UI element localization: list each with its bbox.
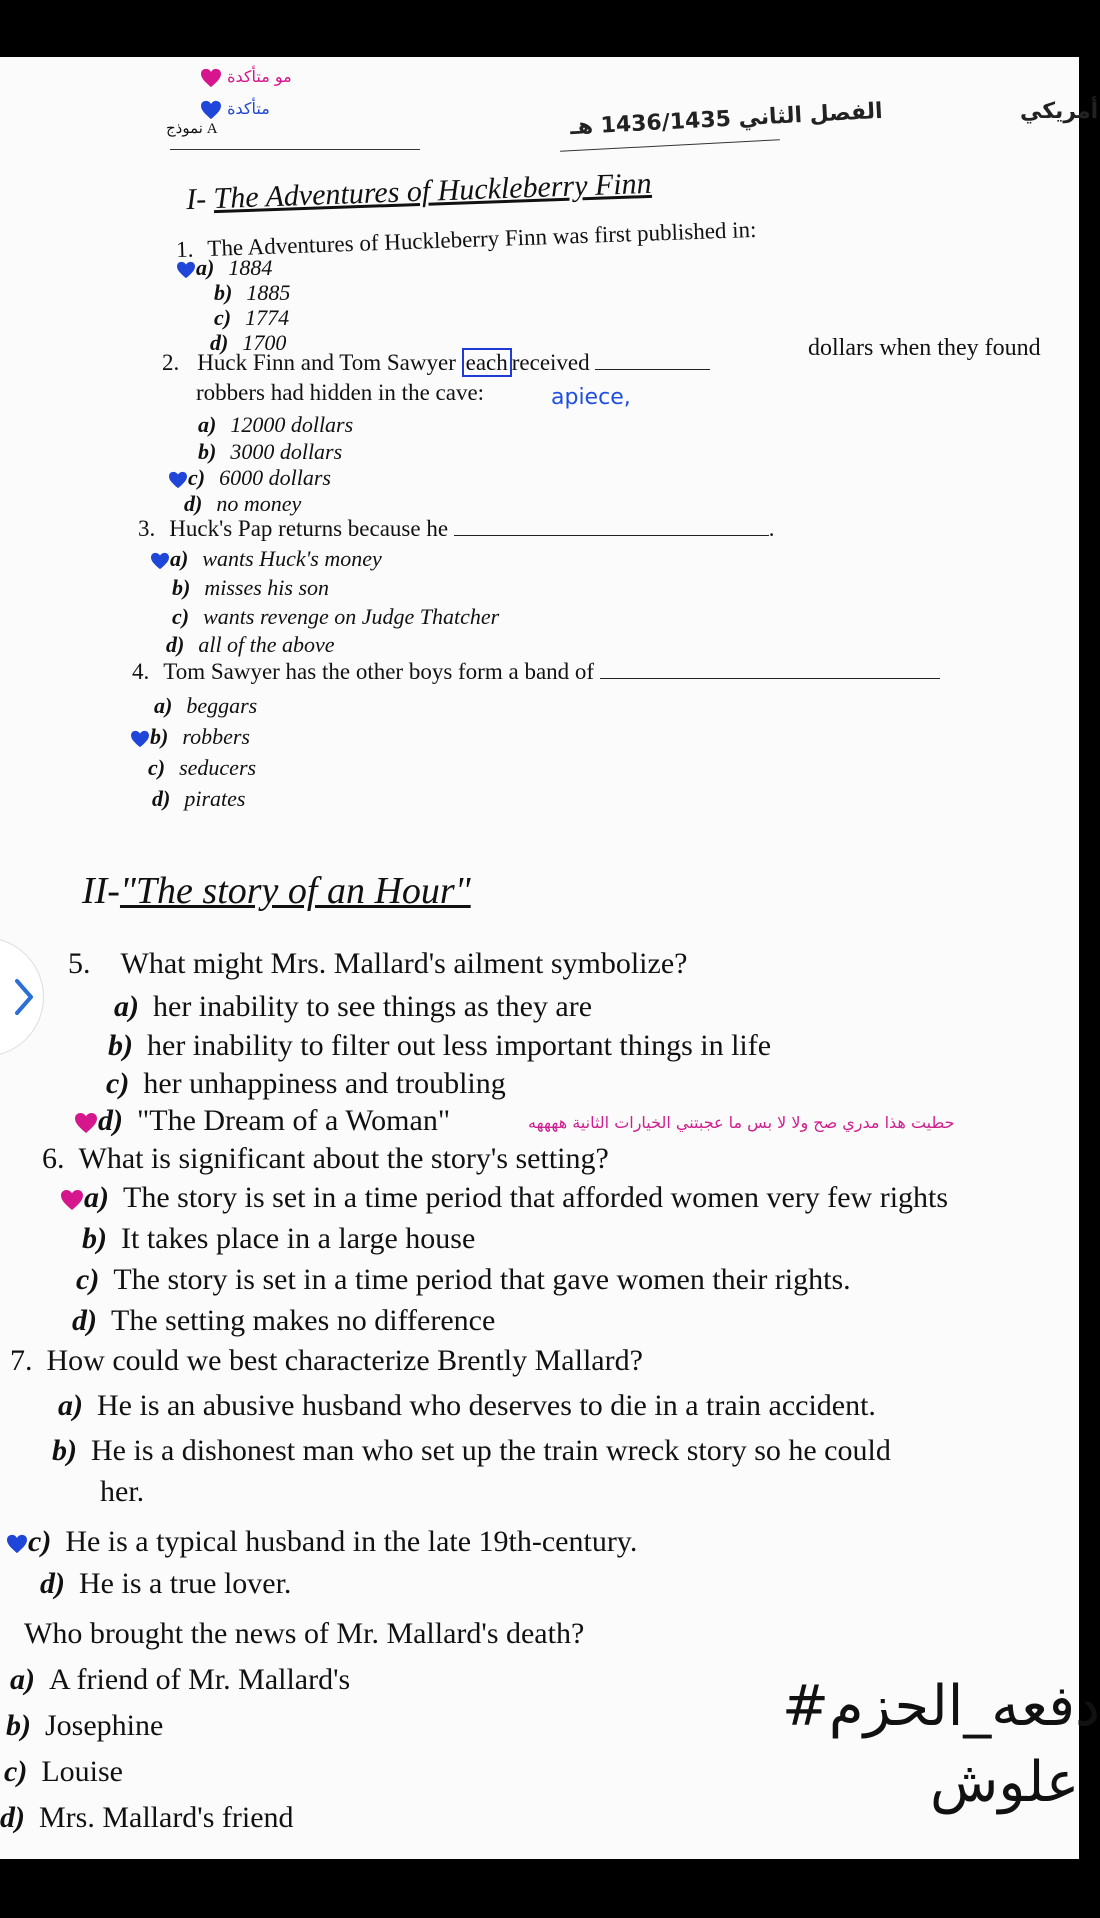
q6-option-d: d) The setting makes no difference <box>72 1304 496 1337</box>
q5-option-d: d) "The Dream of a Woman" <box>100 1104 450 1138</box>
q1-option-b: b) 1885 <box>214 280 291 305</box>
q7-option-b: b) He is a dishonest man who set up the train wreck story so he could <box>52 1434 891 1467</box>
q1-option-a: a) 1884 <box>198 255 272 281</box>
question-2-tail: dollars when they found <box>808 335 1041 361</box>
q6-option-a: a) The story is set in a time period that afforded women very few rights <box>86 1181 948 1215</box>
next-page-arrow-button[interactable] <box>0 937 44 1057</box>
q3-option-d: d) all of the above <box>166 632 335 657</box>
heart-blue-icon <box>176 261 196 279</box>
watermark-hashtag: #دفعه_الحزم <box>782 1674 1100 1739</box>
q7-option-c: c) He is a typical husband in the late 19th-century. <box>30 1525 637 1559</box>
heart-blue-icon <box>150 552 170 570</box>
q5-option-a: a) her inability to see things as they are <box>114 990 593 1023</box>
q6-option-c: c) The story is set in a time period that gave women their rights. <box>76 1263 851 1296</box>
q4-option-c: c) seducers <box>148 755 257 780</box>
question-7: 7. How could we best characterize Brently Mallard? <box>10 1344 643 1377</box>
heart-blue-icon <box>6 1534 28 1554</box>
q4-option-d: d) pirates <box>152 786 246 811</box>
q8-option-b: b) Josephine <box>6 1709 164 1742</box>
sticker-not-sure: مو متأكدة <box>200 67 292 88</box>
q8-option-d: d) Mrs. Mallard's friend <box>0 1801 294 1834</box>
q3-option-b: b) misses his son <box>172 575 330 600</box>
q4-option-a: a) beggars <box>154 693 258 718</box>
q2-option-a: a) 12000 dollars <box>198 412 354 437</box>
sticker-sure: متأكدة <box>200 99 270 120</box>
q6-option-b: b) It takes place in a large house <box>82 1222 476 1255</box>
q8-option-a: a) A friend of Mr. Mallard's <box>10 1663 351 1696</box>
heart-blue-icon <box>200 100 222 120</box>
watermark-name: علوش <box>930 1750 1080 1815</box>
note-q5: حطيت هذا مدري صح ولا لا بس ما عجبتني الخيارات الثانية ههههه <box>528 1113 955 1132</box>
model-label: نموذج A <box>166 121 218 137</box>
q7-option-b-cont: her. <box>100 1475 145 1508</box>
q3-option-a: a) wants Huck's money <box>172 546 382 572</box>
heart-pink-icon <box>74 1112 98 1134</box>
annotation-apiece: apiece, <box>551 385 631 410</box>
q2-option-b: b) 3000 dollars <box>198 439 343 464</box>
question-2: 2. Huck Finn and Tom Sawyer each received <box>162 350 710 376</box>
section-2-heading: II-"The story of an Hour" <box>82 870 471 912</box>
q5-option-c: c) her unhappiness and troubling <box>106 1067 506 1100</box>
header-arabic-title: الفصل الثاني 1436/1435 هـ <box>569 98 884 141</box>
q4-option-b: b) robbers <box>154 724 250 750</box>
chevron-right-icon <box>13 977 35 1017</box>
exam-page <box>0 57 1100 1859</box>
q7-option-a: a) He is an abusive husband who deserves to die in a train accident. <box>58 1389 876 1422</box>
header-divider-left <box>170 149 420 150</box>
q1-option-d: d) 1700 <box>210 330 287 355</box>
q1-option-c: c) 1774 <box>214 305 290 330</box>
header-arabic-right: أمريكي <box>1020 99 1099 124</box>
question-4: 4. Tom Sawyer has the other boys form a band of <box>132 659 940 685</box>
question-3: 3. Huck's Pap returns because he . <box>138 516 775 541</box>
question-5: 5. What might Mrs. Mallard's ailment symbolize? <box>68 947 688 980</box>
question-1: 1. The Adventures of Huckleberry Finn was first published in: <box>175 216 757 263</box>
q2-option-d: d) no money <box>184 491 302 516</box>
section-1-heading: I- The Adventures of Huckleberry Finn <box>185 166 653 217</box>
q5-option-b: b) her inability to filter out less important things in life <box>108 1029 772 1062</box>
question-2-line2: robbers had hidden in the cave: <box>196 380 485 405</box>
q7-option-d: d) He is a true lover. <box>40 1567 292 1600</box>
q3-option-c: c) wants revenge on Judge Thatcher <box>172 604 500 629</box>
highlight-each: each <box>462 348 512 377</box>
heart-pink-icon <box>60 1189 84 1211</box>
heart-blue-icon <box>168 471 188 489</box>
heart-pink-icon <box>200 68 222 88</box>
header-divider-middle <box>560 139 780 152</box>
heart-blue-icon <box>130 730 150 748</box>
question-8: Who brought the news of Mr. Mallard's death? <box>24 1617 585 1650</box>
q8-option-c: c) Louise <box>4 1755 123 1788</box>
q2-option-c: c) 6000 dollars <box>192 465 331 491</box>
question-6: 6. What is significant about the story's setting? <box>42 1142 609 1175</box>
